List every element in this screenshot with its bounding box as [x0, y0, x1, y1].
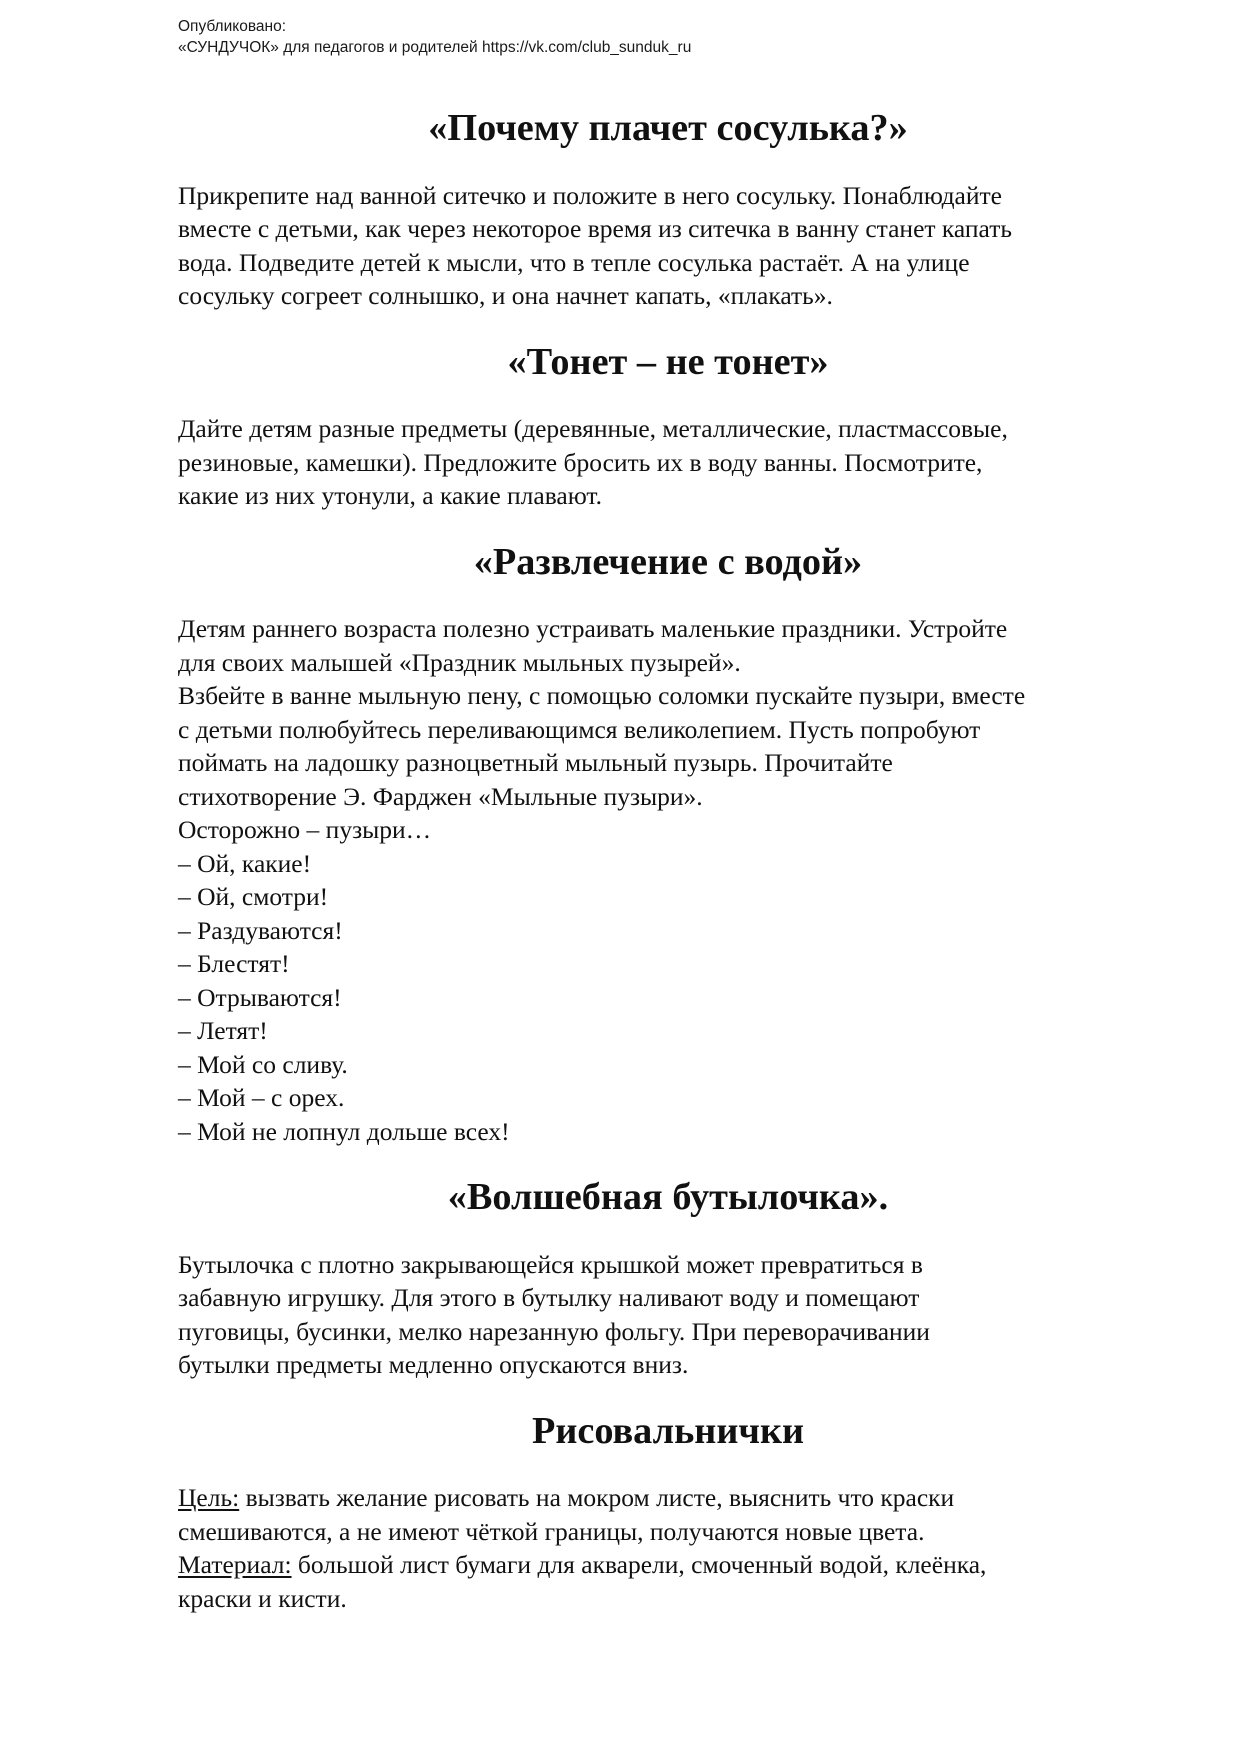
poem-line: – Ой, смотри! — [178, 882, 329, 911]
section-title: «Почему плачет сосулька?» — [428, 107, 908, 149]
section-sink-float — [178, 340, 1158, 546]
poem-line: – Ой, какие! — [178, 848, 312, 878]
poem-line: Осторожно – пузыри… — [178, 815, 432, 844]
poem-line: – Отрываются! — [178, 982, 342, 1012]
poem-line: – Мой не лопнул дольше всех! — [178, 1116, 510, 1146]
section-paragraph — [178, 612, 1158, 1148]
publisher-line-2: «СУНДУЧОК» для педагогов и родителей https://vk.com/club_sunduk_ru — [178, 39, 692, 56]
text-line: вместе с детьми, как через некоторое время из ситечка в ванну станет капать — [178, 214, 1012, 243]
material-label: Материал: — [178, 1550, 292, 1579]
material-line — [178, 1548, 1158, 1582]
section-title: Рисовальнички — [531, 1409, 805, 1452]
text-line: резиновые, камешки). Предложите бросить их в воду ванны. Посмотрите, — [178, 447, 983, 477]
text-line: Прикрепите над ванной ситечко и положите в него сосульку. Понаблюдайте — [178, 180, 1002, 210]
goal-label: Цель: — [178, 1483, 240, 1512]
text-line: стихотворение Э. Фарджен «Мыльные пузыри». — [178, 781, 703, 811]
material-line-2: краски и кисти. — [178, 1583, 347, 1613]
poem-line: – Летят! — [178, 1016, 268, 1045]
text-line: Детям раннего возраста полезно устраивать маленькие праздники. Устройте — [178, 614, 1008, 643]
text-line: забавную игрушку. Для этого в бутылку наливают воду и помещают — [178, 1283, 920, 1312]
text-line: с детьми полюбуйтесь переливающимся великолепием. Пусть попробуют — [178, 714, 981, 744]
text-line: пуговицы, бусинки, мелко нарезанную фольгу. При переворачивании — [178, 1316, 930, 1346]
text-line: Дайте детям разные предметы (деревянные, металлические, пластмассовые, — [178, 414, 1008, 443]
text-line: поймать на ладошку разноцветный мыльный пузырь. Прочитайте — [178, 748, 893, 777]
section-magic-bottle — [178, 1176, 1158, 1415]
poem-line: – Мой – с орех. — [178, 1083, 345, 1112]
section-paragraph — [178, 179, 1158, 313]
goal-line — [178, 1481, 1158, 1515]
poem-line: – Раздуваются! — [178, 915, 343, 945]
section-icicle — [178, 107, 1158, 346]
section-title: «Тонет – не тонет» — [507, 340, 829, 383]
goal-line-2: смешиваются, а не имеют чёткой границы, получаются новые цвета. — [178, 1516, 925, 1546]
section-drawing — [178, 1409, 1158, 1616]
text-line: сосульку согреет солнышко, и она начнет капать, «плакать». — [178, 281, 833, 310]
goal-text: вызвать желание рисовать на мокром листе, выяснить что краски — [239, 1483, 955, 1512]
publisher-line-1: Опубликовано: — [178, 18, 287, 35]
section-water-fun — [178, 540, 1158, 1182]
text-line: бутылки предметы медленно опускаются вниз. — [178, 1350, 689, 1379]
material-text: большой лист бумаги для акварели, смоченный водой, клеёнка, — [291, 1550, 987, 1579]
section-paragraph — [178, 1481, 1158, 1615]
text-line: Взбейте в ванне мыльную пену, с помощью соломки пускайте пузыри, вместе — [178, 681, 1026, 710]
section-paragraph — [178, 1248, 1158, 1382]
poem-line: – Мой со сливу. — [178, 1049, 348, 1079]
text-line: какие из них утонули, а какие плавают. — [178, 481, 603, 510]
text-line: для своих малышей «Праздник мыльных пузырей». — [178, 647, 741, 677]
section-title: «Развлечение с водой» — [473, 540, 863, 583]
text-line: вода. Подведите детей к мысли, что в тепле сосулька растаёт. А на улице — [178, 247, 970, 277]
publisher-header — [178, 16, 691, 58]
text-line: Бутылочка с плотно закрывающейся крышкой может превратиться в — [178, 1249, 923, 1279]
poem-line: – Блестят! — [178, 949, 290, 978]
section-title: «Волшебная бутылочка». — [447, 1176, 889, 1218]
section-paragraph — [178, 412, 1158, 513]
document-body — [178, 107, 1158, 1615]
